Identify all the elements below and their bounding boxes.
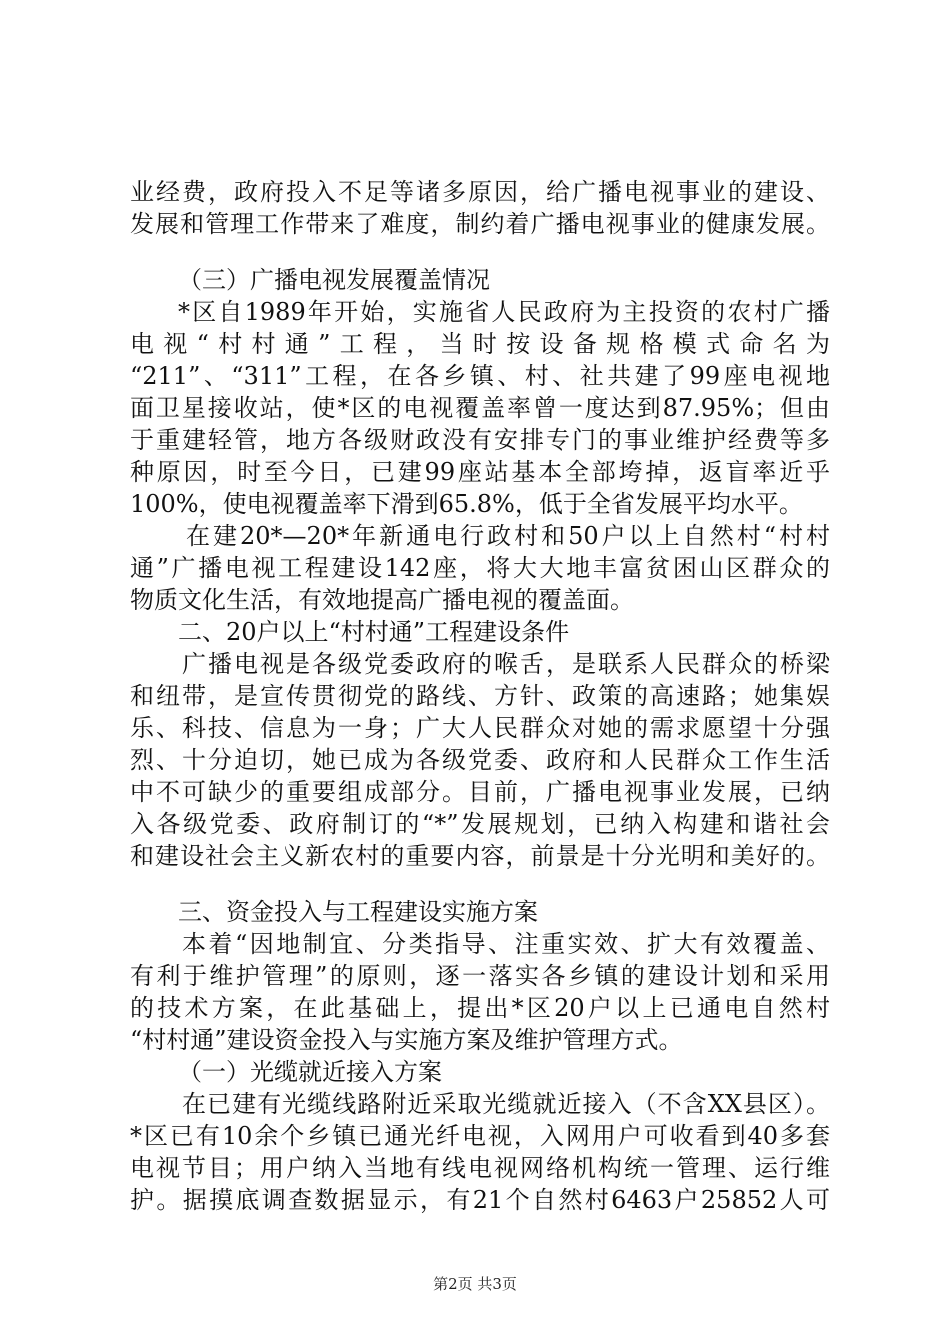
text-line: 电视“村村通”工程，当时按设备规格模式命名为 <box>130 330 830 358</box>
text-line: “村村通”建设资金投入与实施方案及维护管理方式。 <box>130 1026 683 1054</box>
text-line: 中不可缺少的重要组成部分。目前，广播电视事业发展，已纳 <box>130 778 830 806</box>
text-line: 本着“因地制宜、分类指导、注重实效、扩大有效覆盖、 <box>182 930 830 958</box>
text-line: 乐、科技、信息为一身；广大人民群众对她的需求愿望十分强 <box>130 714 830 742</box>
text-line: 有利于维护管理”的原则，逐一落实各乡镇的建设计划和采用 <box>130 962 830 990</box>
text-line: 通”广播电视工程建设142座，将大大地丰富贫困山区群众的 <box>130 554 830 582</box>
text-line: 和纽带，是宣传贯彻党的路线、方针、政策的高速路；她集娱 <box>130 682 830 710</box>
text-line: 电视节目；用户纳入当地有线电视网络机构统一管理、运行维 <box>130 1154 830 1182</box>
section-heading: 三、资金投入与工程建设实施方案 <box>178 898 538 926</box>
text-line: 业经费，政府投入不足等诸多原因，给广播电视事业的建设、 <box>130 178 830 206</box>
text-line: 种原因，时至今日，已建99座站基本全部垮掉，返盲率近乎 <box>130 458 830 486</box>
text-line: 面卫星接收站，使*区的电视覆盖率曾一度达到87.95%；但由 <box>130 394 830 422</box>
text-line: 在建20*—20*年新通电行政村和50户以上自然村“村村 <box>186 522 830 550</box>
text-line: 护。据摸底调查数据显示，有21个自然村6463户25852人可 <box>130 1186 830 1214</box>
page-footer: 第2页 共3页 <box>433 1275 517 1293</box>
text-line: 物质文化生活，有效地提高广播电视的覆盖面。 <box>130 586 634 614</box>
text-line: 入各级党委、政府制订的“*”发展规划，已纳入构建和谐社会 <box>130 810 830 838</box>
text-line: 100%，使电视覆盖率下滑到65.8%，低于全省发展平均水平。 <box>130 490 803 518</box>
text-line: 的技术方案，在此基础上，提出*区20户以上已通电自然村 <box>130 994 830 1022</box>
text-line: *区已有10余个乡镇已通光纤电视，入网用户可收看到40多套 <box>130 1122 830 1150</box>
section-heading: （三）广播电视发展覆盖情况 <box>178 266 490 294</box>
text-line: 烈、十分迫切，她已成为各级党委、政府和人民群众工作生活 <box>130 746 830 774</box>
text-line: *区自1989年开始，实施省人民政府为主投资的农村广播 <box>178 298 830 326</box>
text-line: 发展和管理工作带来了难度，制约着广播电视事业的健康发展。 <box>130 210 830 238</box>
text-line: 于重建轻管，地方各级财政没有安排专门的事业维护经费等多 <box>130 426 830 454</box>
text-line: 广播电视是各级党委政府的喉舌，是联系人民群众的桥梁 <box>182 650 830 678</box>
text-line: 和建设社会主义新农村的重要内容，前景是十分光明和美好的。 <box>130 842 830 870</box>
text-line: 在已建有光缆线路附近采取光缆就近接入（不含XX县区）。 <box>182 1090 830 1118</box>
section-heading: （一）光缆就近接入方案 <box>178 1058 442 1086</box>
section-heading: 二、20户以上“村村通”工程建设条件 <box>178 618 570 646</box>
text-line: “211”、“311”工程，在各乡镇、村、社共建了99座电视地 <box>130 362 830 390</box>
